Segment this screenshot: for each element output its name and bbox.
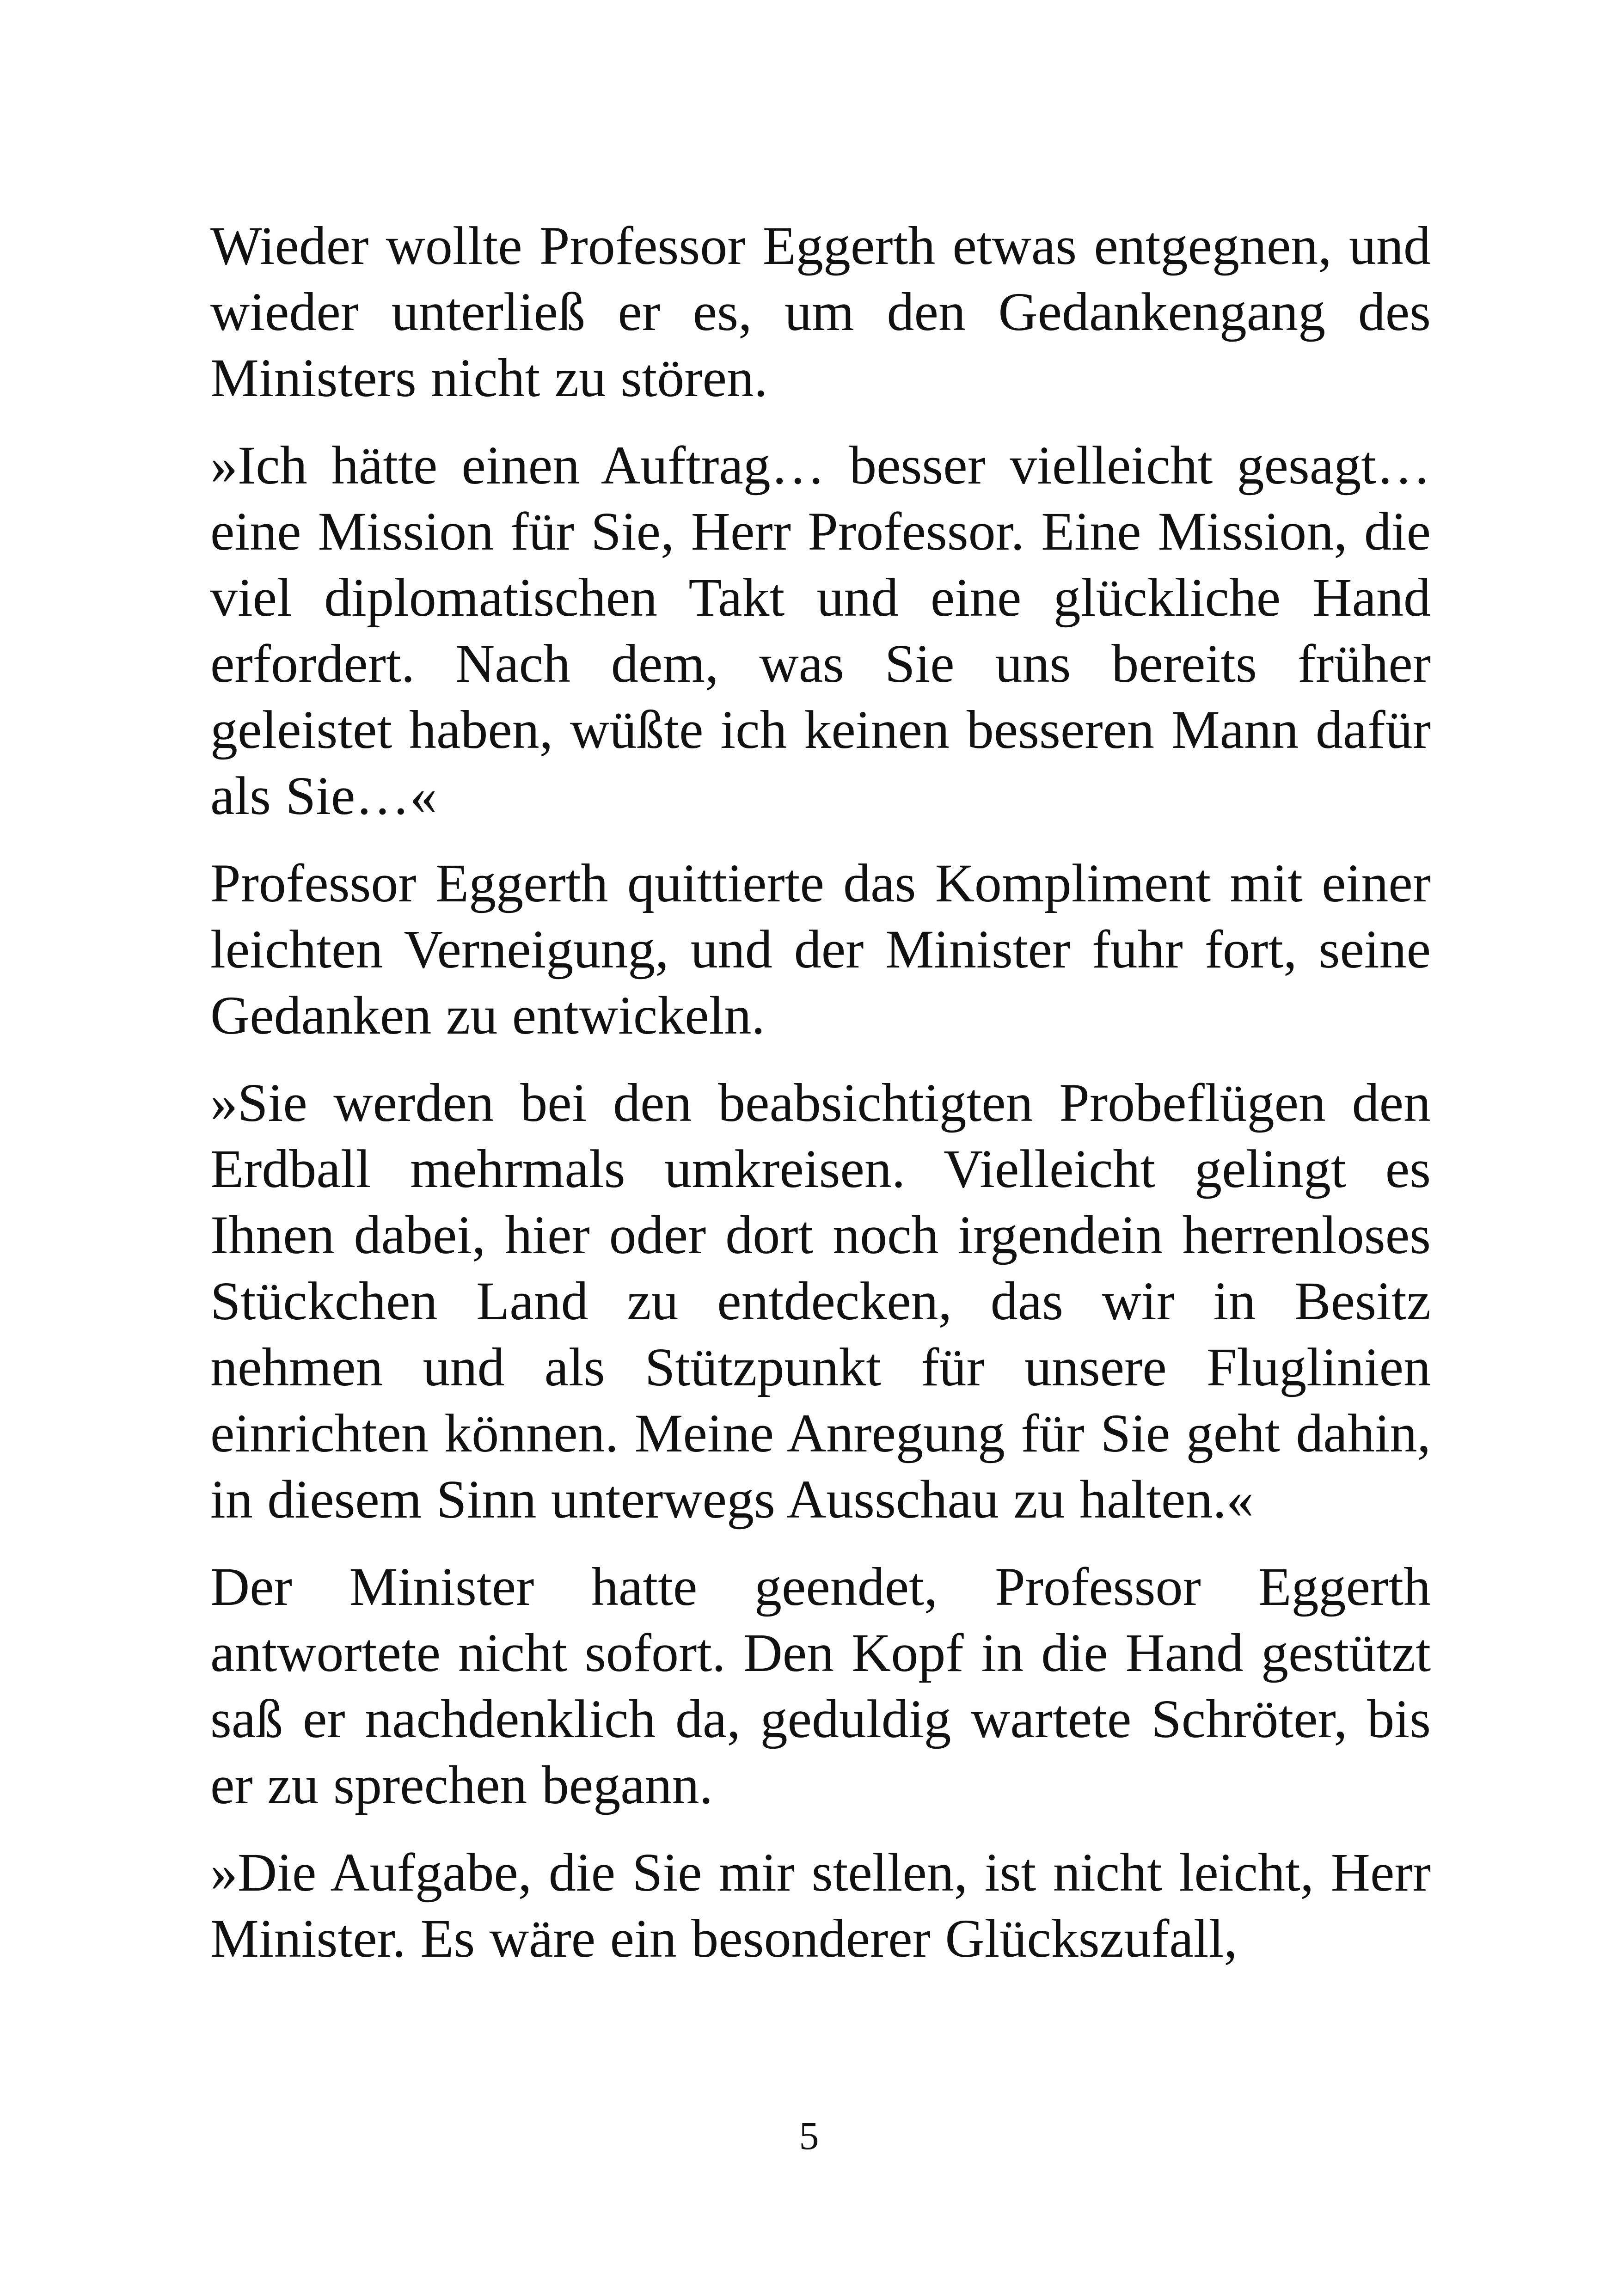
- paragraph-2: »Ich hätte einen Auftrag… besser vielleicht gesagt… eine Mission für Sie, Herr Professor. Eine Mission, die viel diplomatischen Takt und eine glückliche Hand erfordert. Nach dem, was Sie uns bereits früher geleistet haben, wüßte ich keinen besseren Mann dafür als Sie…«: [210, 435, 1431, 826]
- paragraph-4: »Sie werden bei den beabsichtigten Probeflügen den Erdball mehrmals umkreisen. Vielleicht gelingt es Ihnen dabei, hier oder dort noch irgendein herrenloses Stückchen Land zu entdecken, das wir in Besitz nehmen und als Stützpunkt für unsere Fluglinien einrichten können. Meine Anregung für Sie geht dahin, in diesem Sinn unterwegs Ausschau zu halten.«: [210, 1072, 1431, 1530]
- body-text: [210, 213, 1431, 1993]
- paragraph-6: »Die Aufgabe, die Sie mir stellen, ist nicht leicht, Herr Minister. Es wäre ein besonderer Glückszufall,: [210, 1842, 1431, 1969]
- paragraph-3: Professor Eggerth quittierte das Kompliment mit einer leichten Verneigung, und der Minister fuhr fort, seine Gedanken zu entwickeln.: [210, 853, 1431, 1046]
- paragraph-5: Der Minister hatte geendet, Professor Eggerth antwortete nicht sofort. Den Kopf in die Hand gestützt saß er nachdenklich da, geduldig wartete Schröter, bis er zu sprechen begann.: [210, 1556, 1431, 1815]
- page-number: 5: [799, 2113, 819, 2158]
- paragraph-1: Wieder wollte Professor Eggerth etwas entgegnen, und wieder unterließ er es, um den Gedankengang des Ministers nicht zu stören.: [210, 215, 1431, 408]
